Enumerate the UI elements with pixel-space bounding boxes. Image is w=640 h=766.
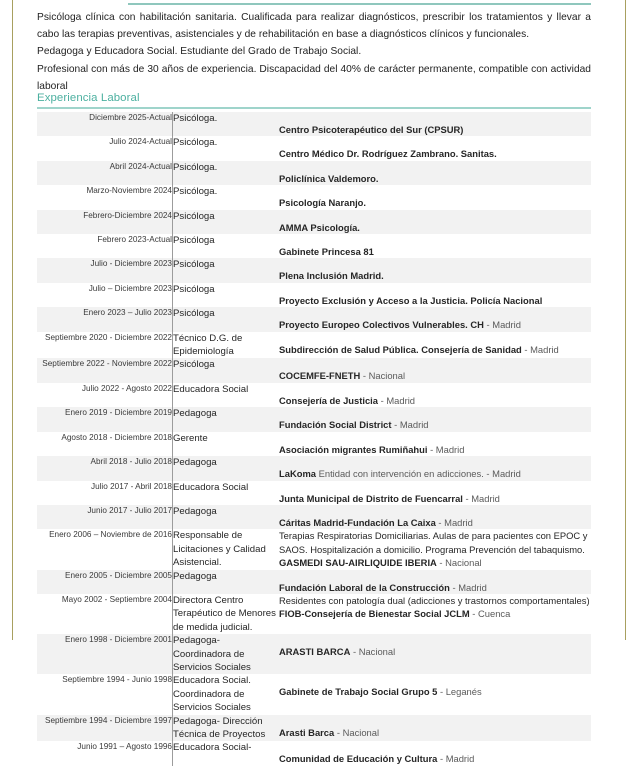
organization-location: - Madrid bbox=[449, 581, 487, 593]
table-row bbox=[37, 456, 591, 480]
experience-dates: Junio 1991 – Agosto 1996 bbox=[77, 742, 172, 752]
table-row bbox=[37, 161, 591, 185]
experience-organization bbox=[279, 112, 591, 136]
experience-organization bbox=[279, 634, 591, 674]
experience-role: Educadora Social bbox=[173, 383, 280, 407]
table-row bbox=[37, 112, 591, 136]
experience-role: Pedagoga bbox=[173, 570, 280, 594]
experience-table bbox=[37, 112, 591, 766]
experience-dates: Julio – Diciembre 2023 bbox=[88, 283, 172, 293]
experience-organization bbox=[279, 529, 591, 569]
table-row bbox=[37, 383, 591, 407]
experience-role: Pedagoga- Coordinadora de Servicios Sociales bbox=[173, 634, 280, 674]
row-spacer bbox=[279, 358, 591, 369]
experience-role: Psicóloga bbox=[173, 258, 280, 282]
experience-dates: Julio 2017 - Abril 2018 bbox=[90, 481, 172, 491]
experience-dates: Enero 2005 - Diciembre 2005 bbox=[37, 570, 173, 594]
experience-organization bbox=[279, 210, 591, 234]
table-row bbox=[37, 358, 591, 382]
experience-role: Pedagoga bbox=[173, 456, 280, 480]
profile-summary bbox=[37, 9, 591, 95]
organization-location: - Nacional bbox=[334, 726, 380, 738]
organization-name: Consejería de Justicia bbox=[279, 394, 379, 406]
experience-organization bbox=[279, 407, 591, 431]
row-spacer bbox=[279, 383, 591, 394]
experience-dates: Marzo-Noviembre 2024 bbox=[86, 186, 172, 196]
organization-name: Fundación Social District bbox=[279, 419, 392, 431]
experience-role: Psicóloga bbox=[173, 210, 280, 234]
experience-dates: Enero 2019 - Diciembre 2019 bbox=[37, 407, 173, 431]
experience-organization bbox=[279, 332, 591, 359]
organization-name: GASMEDI SAU-AIRLIQUIDE IBERIA bbox=[279, 557, 437, 569]
experience-detail: Terapias Respiratorias Domiciliarias. Aulas de para pacientes con EPOC y SAOS. Hospitalización a domicilio. Programa Prevención del tabaquismo. bbox=[279, 530, 588, 555]
organization-name: Plena Inclusión Madrid. bbox=[279, 270, 384, 282]
experience-organization bbox=[279, 481, 591, 505]
experience-dates: Enero 2023 – Julio 2023 bbox=[37, 307, 173, 331]
experience-organization bbox=[279, 570, 591, 594]
experience-organization bbox=[279, 715, 591, 742]
experience-role: Pedagoga- Dirección Técnica de Proyectos bbox=[173, 715, 280, 742]
organization-location: - Madrid bbox=[462, 492, 500, 504]
organization-location: - Nacional bbox=[436, 557, 482, 569]
summary-paragraph-3: Profesional con más de 30 años de experiencia. Discapacidad del 40% de carácter permanente, compatible con actividad laboral bbox=[37, 63, 591, 92]
experience-dates: Junio 2017 - Julio 2017 bbox=[37, 505, 173, 529]
experience-dates: Julio 2024-Actual bbox=[109, 137, 172, 147]
table-row bbox=[37, 570, 591, 594]
experience-organization bbox=[279, 383, 591, 407]
table-row bbox=[37, 185, 591, 209]
experience-role: Pedagoga bbox=[173, 505, 280, 529]
experience-dates: Julio - Diciembre 2023 bbox=[37, 258, 173, 282]
experience-organization bbox=[279, 594, 591, 634]
experience-role: Técnico D.G. de Epidemiología bbox=[173, 332, 280, 359]
experience-role: Educadora Social- bbox=[173, 741, 280, 765]
experience-dates: Abril 2024-Actual bbox=[37, 161, 173, 185]
experience-role: Psicóloga bbox=[173, 307, 280, 331]
section-title: Experiencia Laboral bbox=[37, 92, 140, 104]
experience-organization bbox=[279, 258, 591, 282]
row-spacer bbox=[279, 185, 591, 196]
organization-name: FIOB-Consejería de Bienestar Social JCLM bbox=[279, 608, 470, 620]
experience-organization bbox=[279, 456, 591, 480]
row-spacer bbox=[279, 234, 591, 245]
row-spacer bbox=[279, 283, 591, 294]
table-row bbox=[37, 634, 591, 674]
organization-name: LaKoma bbox=[279, 468, 316, 480]
organization-name: Psicología Naranjo. bbox=[279, 197, 367, 209]
organization-location: Entidad con intervención en adicciones. - Madrid bbox=[316, 468, 521, 480]
experience-organization bbox=[279, 358, 591, 382]
organization-name: Policlínica Valdemoro. bbox=[279, 172, 379, 184]
experience-organization bbox=[279, 185, 591, 209]
experience-dates: Septiembre 1994 - Diciembre 1997 bbox=[37, 715, 173, 742]
table-row bbox=[37, 505, 591, 529]
organization-name: COCEMFE-FNETH bbox=[279, 370, 361, 382]
experience-dates: Septiembre 1994 - Junio 1998 bbox=[62, 675, 172, 685]
experience-organization bbox=[279, 307, 591, 331]
row-spacer bbox=[279, 570, 591, 581]
table-row bbox=[37, 741, 591, 765]
experience-role: Psicóloga bbox=[173, 358, 280, 382]
row-spacer bbox=[279, 674, 591, 685]
experience-dates: Agosto 2018 - Diciembre 2018 bbox=[61, 432, 172, 442]
organization-name: Arasti Barca bbox=[279, 726, 335, 738]
table-row bbox=[37, 307, 591, 331]
experience-role: Psicóloga. bbox=[173, 112, 280, 136]
row-spacer bbox=[279, 481, 591, 492]
organization-location: - Cuenca bbox=[469, 608, 511, 620]
experience-detail: Residentes con patología dual (adicciones y trastornos comportamentales) bbox=[279, 594, 590, 606]
document-page bbox=[13, 0, 625, 765]
organization-location: - Madrid bbox=[391, 419, 429, 431]
table-row bbox=[37, 529, 591, 569]
experience-role: Psicóloga bbox=[173, 234, 280, 258]
organization-location: - Madrid bbox=[521, 343, 559, 355]
experience-role: Educadora Social bbox=[173, 481, 280, 505]
table-row bbox=[37, 136, 591, 160]
table-row bbox=[37, 210, 591, 234]
table-row bbox=[37, 481, 591, 505]
organization-name: Comunidad de Educación y Cultura bbox=[279, 753, 438, 765]
row-spacer bbox=[279, 161, 591, 172]
experience-dates: Enero 1998 - Diciembre 2001 bbox=[37, 634, 173, 674]
row-spacer bbox=[279, 112, 591, 123]
experience-dates: Julio 2022 - Agosto 2022 bbox=[81, 383, 172, 393]
row-spacer bbox=[279, 505, 591, 516]
experience-organization bbox=[279, 283, 591, 307]
organization-name: Proyecto Exclusión y Acceso a la Justicia. Policía Nacional bbox=[279, 294, 543, 306]
table-row bbox=[37, 332, 591, 359]
experience-role: Psicóloga bbox=[173, 283, 280, 307]
experience-dates: Abril 2018 - Julio 2018 bbox=[37, 456, 173, 480]
table-row bbox=[37, 258, 591, 282]
table-row bbox=[37, 715, 591, 742]
organization-name: Fundación Laboral de la Construcción bbox=[279, 581, 450, 593]
table-row bbox=[37, 234, 591, 258]
organization-name: Subdirección de Salud Pública. Consejería de Sanidad bbox=[279, 343, 522, 355]
row-spacer bbox=[279, 407, 591, 418]
experience-organization bbox=[279, 741, 591, 765]
organization-name: Junta Municipal de Distrito de Fuencarral bbox=[279, 492, 463, 504]
experience-role: Psicóloga. bbox=[173, 161, 280, 185]
summary-paragraph-2: Pedagoga y Educadora Social. Estudiante del Grado de Trabajo Social. bbox=[37, 46, 362, 58]
experience-role: Educadora Social. Coordinadora de Servicios Sociales bbox=[173, 674, 280, 714]
experience-role: Gerente bbox=[173, 432, 280, 456]
table-row bbox=[37, 283, 591, 307]
experience-dates: Septiembre 2020 - Diciembre 2022 bbox=[45, 332, 172, 342]
experience-dates: Septiembre 2022 - Noviembre 2022 bbox=[37, 358, 173, 382]
experience-role: Responsable de Licitaciones y Calidad Asistencial. bbox=[173, 529, 280, 569]
row-spacer bbox=[279, 210, 591, 221]
table-row bbox=[37, 407, 591, 431]
experience-role: Psicóloga. bbox=[173, 136, 280, 160]
experience-dates: Febrero 2023-Actual bbox=[97, 235, 172, 245]
row-spacer bbox=[279, 136, 591, 147]
right-margin-rule bbox=[625, 0, 626, 640]
experience-organization bbox=[279, 234, 591, 258]
experience-organization bbox=[279, 161, 591, 185]
row-spacer bbox=[279, 741, 591, 752]
row-spacer bbox=[279, 332, 591, 343]
organization-location: - Madrid bbox=[427, 443, 465, 455]
experience-dates: Diciembre 2025-Actual bbox=[37, 112, 173, 136]
experience-organization bbox=[279, 136, 591, 160]
organization-name: AMMA Psicología. bbox=[279, 221, 360, 233]
experience-table-body bbox=[37, 112, 591, 766]
experience-organization bbox=[279, 432, 591, 456]
experience-role: Psicóloga. bbox=[173, 185, 280, 209]
organization-name: Proyecto Europeo Colectivos Vulnerables. CH bbox=[279, 319, 484, 331]
row-spacer bbox=[279, 715, 591, 726]
organization-name: Gabinete de Trabajo Social Grupo 5 bbox=[279, 686, 438, 698]
row-spacer bbox=[279, 307, 591, 318]
organization-name: Cáritas Madrid-Fundación La Caixa bbox=[279, 516, 436, 528]
experience-organization bbox=[279, 674, 591, 714]
row-spacer bbox=[279, 456, 591, 467]
organization-location: - Madrid bbox=[378, 394, 416, 406]
row-spacer bbox=[279, 258, 591, 269]
organization-name: Centro Psicoterapéutico del Sur (CPSUR) bbox=[279, 124, 464, 135]
table-row bbox=[37, 594, 591, 634]
organization-name: Centro Médico Dr. Rodríguez Zambrano. Sanitas. bbox=[279, 148, 497, 160]
experience-organization bbox=[279, 505, 591, 529]
organization-location: - Madrid bbox=[437, 753, 475, 765]
summary-paragraph-1: Psicóloga clínica con habilitación sanitaria. Cualificada para realizar diagnósticos, prescribir los tratamientos y llevar a cabo las terapias preventivas, asistenciales y de rehabilitación en base a diagnósticos clínicos y funcionales. bbox=[37, 12, 591, 41]
experience-dates: Mayo 2002 - Septiembre 2004 bbox=[61, 594, 172, 604]
organization-name: ARASTI BARCA bbox=[279, 646, 351, 658]
organization-location: - Leganés bbox=[437, 686, 482, 698]
table-row bbox=[37, 674, 591, 714]
row-spacer bbox=[279, 432, 591, 443]
top-section-divider bbox=[128, 3, 591, 5]
section-underline bbox=[37, 107, 591, 109]
organization-location: - Madrid bbox=[435, 516, 473, 528]
table-row bbox=[37, 432, 591, 456]
organization-name: Gabinete Princesa 81 bbox=[279, 246, 374, 258]
experience-dates: Enero 2006 – Noviembre de 2016 bbox=[49, 530, 172, 540]
organization-location: - Madrid bbox=[483, 319, 521, 331]
experience-role: Pedagoga bbox=[173, 407, 280, 431]
section-header-experiencia-laboral bbox=[37, 92, 591, 109]
organization-name: Asociación migrantes Rumiñahui bbox=[279, 443, 428, 455]
organization-location: - Nacional bbox=[350, 646, 396, 658]
experience-role: Directora Centro Terapéutico de Menores de medida judicial. bbox=[173, 594, 280, 634]
experience-dates: Febrero-Diciembre 2024 bbox=[37, 210, 173, 234]
organization-location: - Nacional bbox=[360, 370, 406, 382]
